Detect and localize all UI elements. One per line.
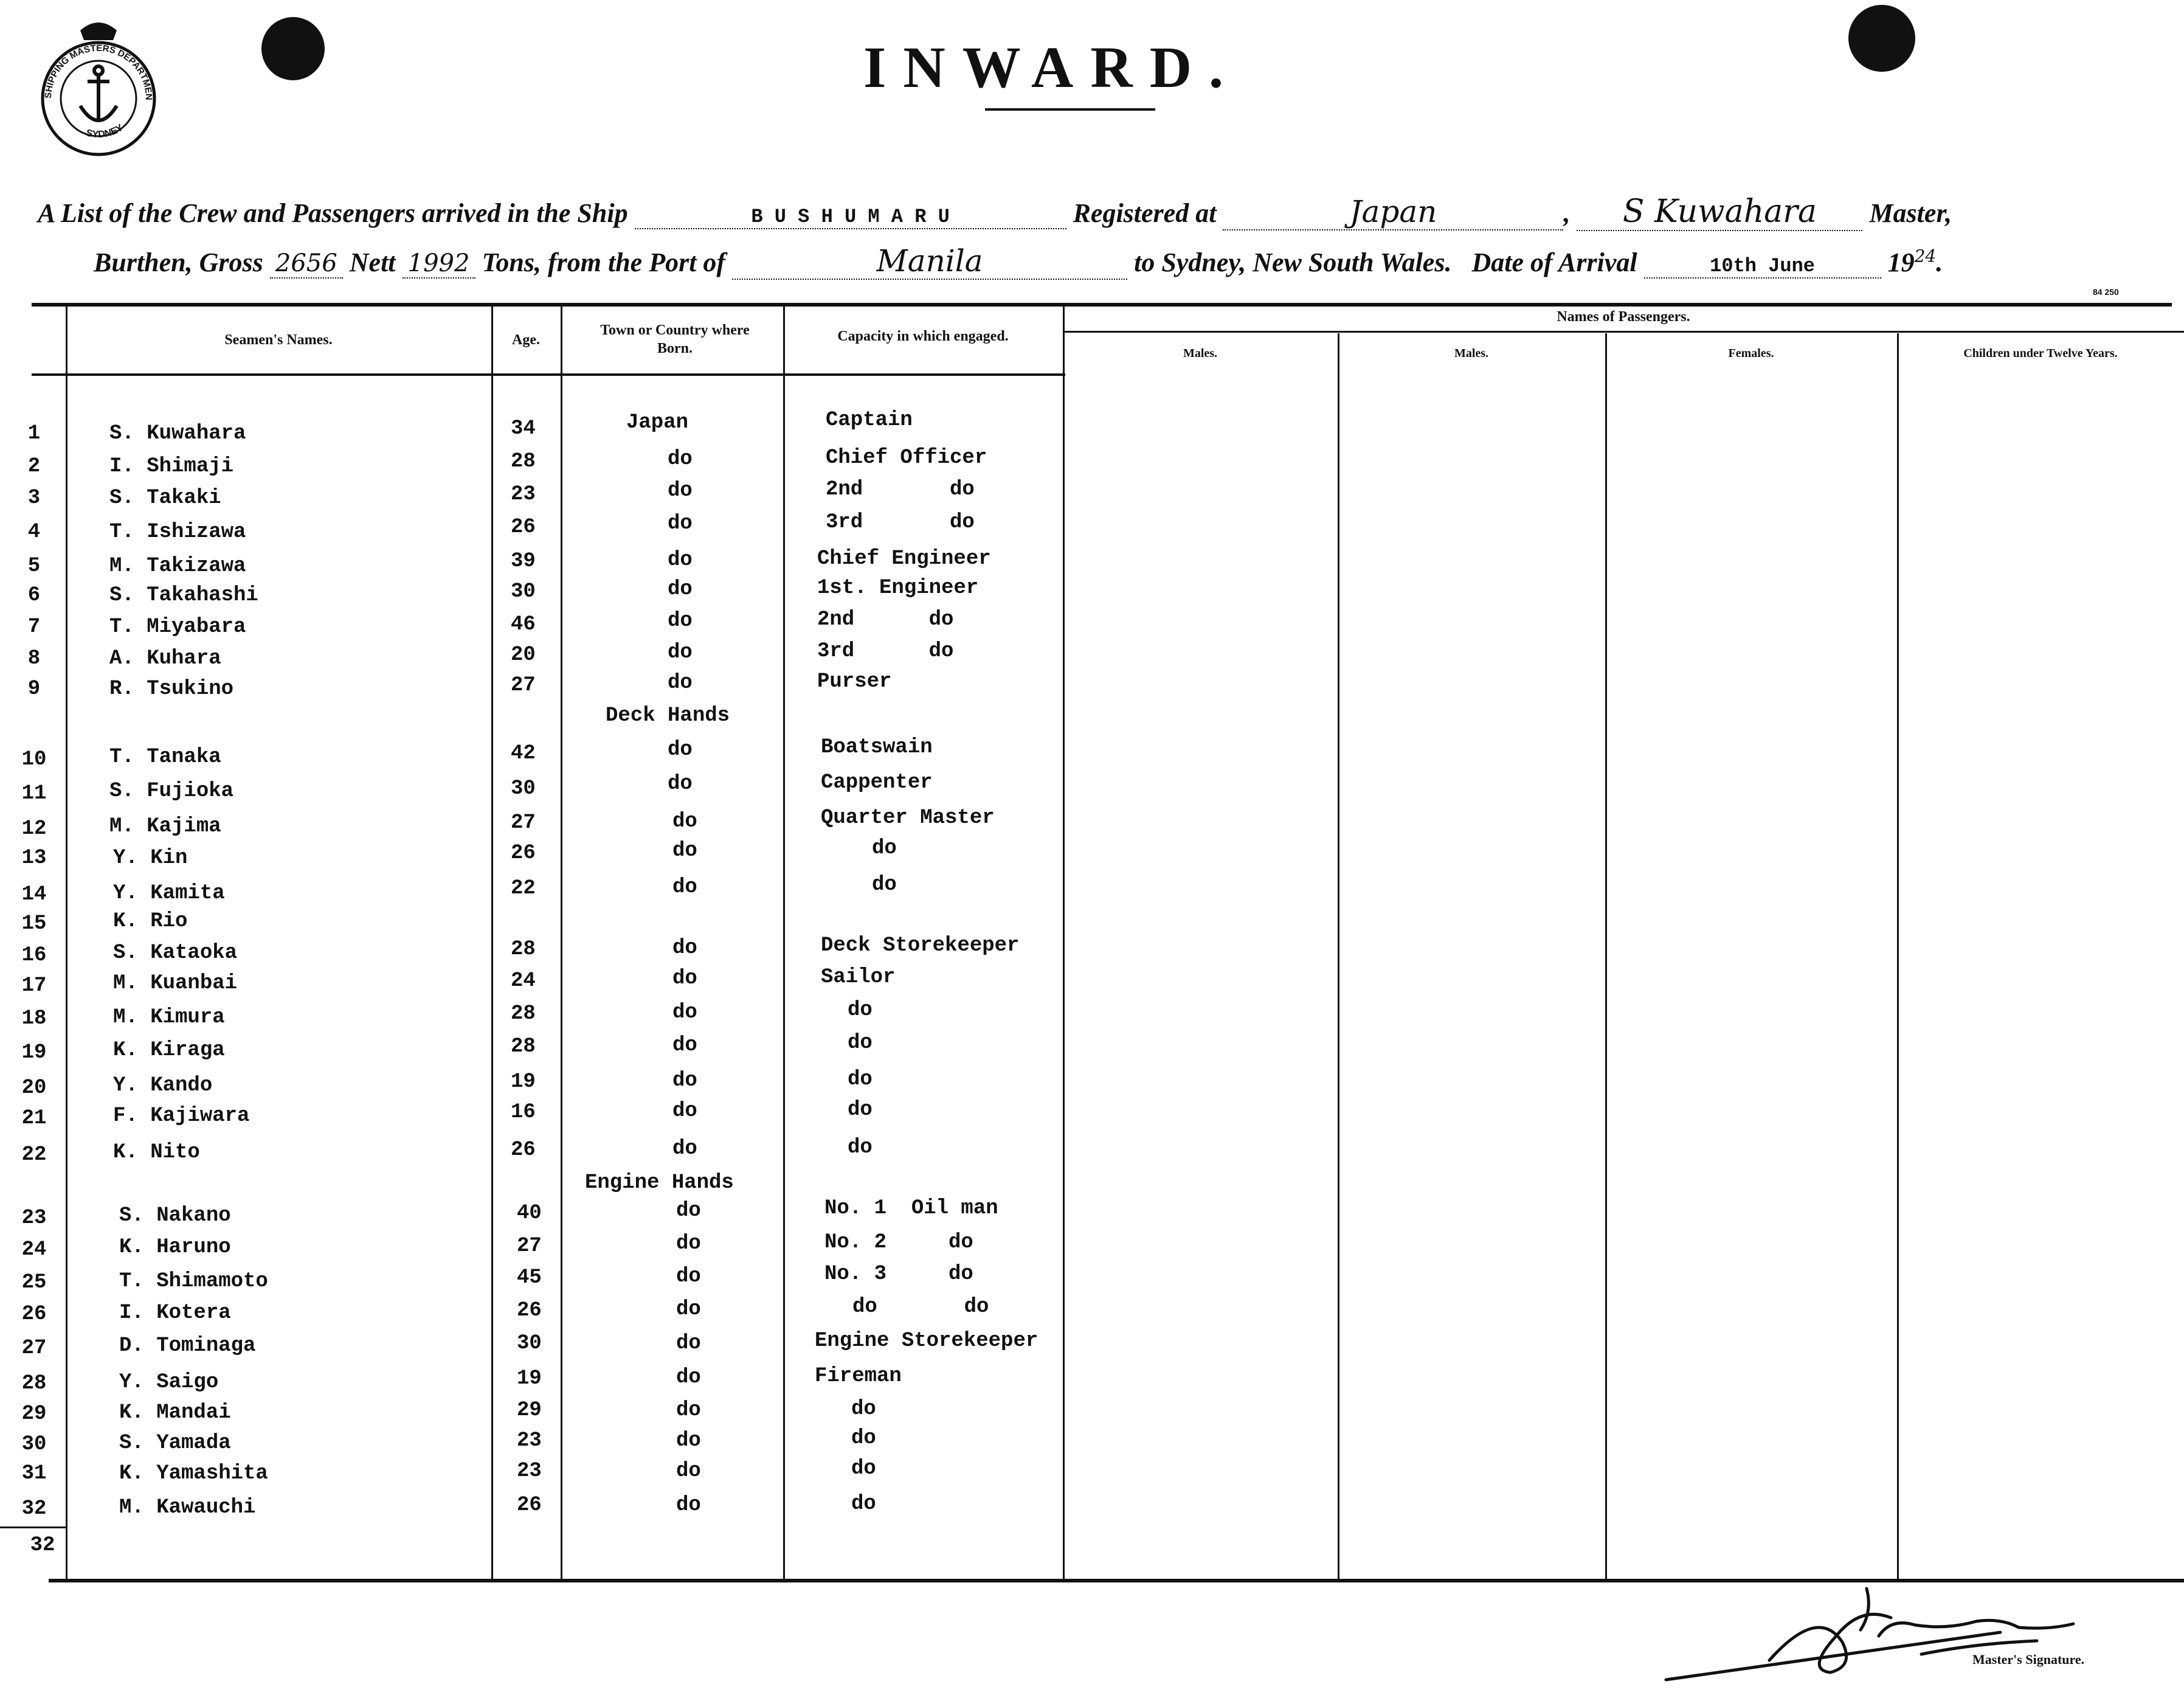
row-number: 14 [21,883,47,906]
seaman-age: 39 [511,550,536,573]
seaman-age: 28 [511,1002,536,1025]
col-rule-capacity [1063,307,1065,1579]
seaman-capacity: 3rd do [826,511,975,534]
seaman-birthplace: do [668,448,693,471]
col-rule-males2 [1605,333,1607,1579]
seaman-age: 28 [511,1035,536,1058]
row-number: 19 [21,1041,47,1064]
seaman-birthplace: do [668,671,693,695]
title-underline [985,108,1155,111]
seaman-name: M. Kimura [113,1006,225,1029]
seaman-capacity: Captain [826,409,913,432]
row-number: 9 [27,677,41,701]
row-number: 4 [27,521,41,544]
seaman-capacity: Deck Storekeeper [821,934,1020,957]
row-number: 30 [21,1433,47,1456]
col-rule-males1 [1338,333,1339,1579]
seaman-name: Y. Saigo [119,1371,219,1394]
section-label-deck-hands: Deck Hands [606,704,730,727]
col-header-born: Town or Country where Born. [600,322,750,356]
seaman-birthplace: do [668,549,693,572]
row-number: 10 [21,748,47,771]
seaman-age: 40 [517,1202,542,1225]
passenger-header-rule [1063,331,2184,333]
row-number: 8 [27,647,41,670]
seaman-capacity: do [848,1098,873,1121]
seaman-name: T. Miyabara [109,615,246,639]
row-number: 1 [27,422,41,445]
col-rule-name [491,307,493,1579]
seaman-name: A. Kuhara [109,647,221,670]
crew-total: 32 [30,1534,55,1557]
seaman-birthplace: do [676,1460,701,1483]
seaman-age: 23 [517,1460,542,1483]
seaman-capacity: 1st. Engineer [817,577,979,600]
seaman-birthplace: do [676,1366,701,1389]
row-number: 16 [21,944,47,967]
seaman-birthplace: do [672,1100,697,1123]
seaman-age: 30 [511,777,536,800]
seaman-capacity: do [848,1031,873,1055]
seaman-birthplace: do [668,641,693,664]
table-top-rule [32,303,2172,307]
col-rule-numbers [66,307,67,1579]
seaman-capacity: do [851,1457,876,1480]
col-header-males-2: Males. [1454,347,1489,360]
master-label: Master, [1869,198,1952,228]
seaman-capacity: do [848,1068,873,1091]
seaman-birthplace: do [676,1199,701,1222]
seaman-birthplace: do [672,839,697,862]
port-of-departure-field: Manila [732,243,1127,280]
seaman-birthplace: do [668,578,693,601]
gross-tonnage-field: 2656 [270,249,343,279]
seaman-capacity: do [851,1492,876,1516]
seaman-age: 26 [511,516,536,539]
seaman-name: S. Nakano [119,1204,231,1227]
col-rule-age [561,307,562,1579]
col-header-capacity: Capacity in which engaged. [837,328,1009,344]
row-number: 22 [21,1143,47,1166]
master-signature-label: Master's Signature. [1972,1652,2085,1667]
registered-port-field: Japan [1223,194,1563,230]
seaman-capacity: do [872,873,897,896]
row-number: 20 [21,1076,47,1100]
seaman-name: K. Haruno [119,1236,231,1259]
binding-hole-left [261,17,325,80]
row-number: 11 [21,782,47,805]
seaman-age: 28 [511,938,536,961]
seaman-birthplace: do [668,772,693,795]
seaman-age: 42 [511,742,536,765]
col-header-children: Children under Twelve Years. [1963,347,2118,360]
seaman-birthplace: do [676,1429,701,1452]
row-number: 2 [27,455,41,478]
seaman-name: K. Yamashita [119,1462,268,1485]
year-suffix: 24 [1914,246,1937,266]
seaman-age: 26 [517,1494,542,1517]
svg-text:SHIPPING MASTERS DEPARTMENT: SHIPPING MASTERS DEPARTMEN [43,43,154,101]
seaman-name: Y. Kin [113,847,188,870]
seaman-birthplace: do [668,609,693,632]
seaman-capacity: Chief Engineer [817,547,991,570]
col-rule-females [1897,333,1899,1579]
seaman-capacity: Fireman [815,1365,902,1388]
seaman-birthplace: do [672,1034,697,1057]
seaman-name: M. Takizawa [109,555,246,578]
seaman-age: 22 [511,877,536,900]
seaman-name: D. Tominaga [119,1334,256,1357]
col-header-males-1: Males. [1183,347,1218,360]
col-header-females: Females. [1728,347,1774,360]
total-rule [0,1526,67,1528]
svg-text:SYDNEY: SYDNEY [85,122,125,140]
tons-port-label: Tons, from the Port of [482,248,726,277]
destination-label: to Sydney, New South Wales. [1134,248,1452,277]
seaman-capacity: 2nd do [826,478,975,501]
seaman-name: S. Takaki [109,487,221,510]
master-name-field: S Kuwahara [1577,193,1862,231]
row-number: 29 [21,1402,47,1426]
seaman-birthplace: do [676,1265,701,1288]
row-number: 32 [21,1497,47,1520]
seaman-capacity: do [872,837,897,860]
seaman-age: 27 [511,674,536,697]
seaman-capacity: 3rd do [817,640,954,663]
row-number: 31 [21,1462,47,1485]
seaman-capacity: do [848,1136,873,1159]
seaman-capacity: Quarter Master [821,806,995,830]
row-number: 17 [21,974,47,997]
seaman-birthplace: do [676,1298,701,1321]
seaman-name: M. Kajima [109,815,221,838]
seaman-capacity: Engine Storekeeper [815,1329,1038,1353]
arrival-label: Date of Arrival [1471,248,1637,277]
seaman-age: 27 [517,1235,542,1258]
seaman-name: M. Kawauchi [119,1496,256,1519]
row-number: 27 [21,1337,47,1360]
header-line-ship: A List of the Crew and Passengers arrived in the Ship B U S H U M A R U Registered at Japan , S Kuwahara Master, [38,193,1952,230]
seaman-capacity: No. 3 do [824,1263,973,1286]
seaman-birthplace: do [672,1137,697,1160]
binding-hole-right [1848,5,1915,72]
col-header-passengers: Names of Passengers. [1557,309,1690,325]
seaman-birthplace: do [668,512,693,535]
row-number: 24 [21,1238,47,1261]
row-number: 21 [21,1107,47,1130]
seaman-age: 28 [511,450,536,473]
col-header-age: Age. [512,332,540,348]
seaman-age: 26 [511,1138,536,1162]
seaman-capacity: No. 1 Oil man [824,1197,998,1220]
seaman-capacity: Cappenter [821,771,933,794]
seaman-name: K. Kiraga [113,1039,225,1062]
seaman-birthplace: do [672,876,697,899]
col-header-name: Seamen's Names. [224,332,333,348]
row-number: 28 [21,1372,47,1395]
seaman-name: T. Ishizawa [109,521,246,544]
burthen-label: Burthen, Gross [94,248,263,277]
section-label-engine-hands: Engine Hands [585,1171,734,1194]
seaman-age: 19 [517,1367,542,1390]
seaman-name: K. Rio [113,910,188,933]
seaman-name: Y. Kando [113,1074,213,1097]
seaman-age: 23 [511,483,536,506]
seaman-name: S. Kuwahara [109,422,246,445]
seaman-age: 46 [511,613,536,636]
seaman-birthplace: do [676,1232,701,1255]
seaman-age: 30 [511,580,536,603]
ship-prefix-label: A List of the Crew and Passengers arrived in the Ship [38,198,628,228]
row-number: 12 [21,817,47,840]
seaman-age: 26 [517,1299,542,1322]
seaman-age: 29 [517,1399,542,1422]
seaman-birthplace: do [672,1001,697,1024]
seaman-birthplace: do [672,937,697,960]
seaman-name: I. Kotera [119,1301,231,1325]
seaman-capacity: 2nd do [817,608,954,631]
seaman-name: S. Takahashi [109,584,258,607]
seaman-birthplace: Japan [626,411,689,434]
seaman-name: K. Nito [113,1141,200,1164]
seaman-name: T. Shimamoto [119,1270,268,1293]
year-prefix: 19 [1887,248,1915,277]
col-rule-born [783,307,785,1579]
seaman-birthplace: do [672,967,697,990]
department-stamp [38,13,159,158]
seaman-birthplace: do [668,479,693,502]
seaman-age: 16 [511,1101,536,1124]
registered-label: Registered at [1073,198,1217,228]
seaman-name: M. Kuanbai [113,972,238,995]
seaman-name: S. Yamada [119,1432,231,1455]
seaman-capacity: Chief Officer [826,446,987,470]
seaman-birthplace: do [676,1399,701,1422]
row-number: 26 [21,1303,47,1326]
row-number: 15 [21,912,47,935]
form-code: 84 250 [2093,287,2119,297]
nett-tonnage-field: 1992 [403,249,475,279]
seaman-capacity: do [848,999,873,1022]
seaman-birthplace: do [676,1332,701,1355]
arrival-date-field: 10th June [1644,255,1881,279]
row-number: 6 [27,584,41,607]
seaman-age: 26 [511,842,536,865]
seaman-birthplace: do [672,810,697,833]
table-header-rule [32,373,1065,376]
nett-label: Nett [349,248,396,277]
seaman-capacity: do do [852,1295,989,1319]
seaman-age: 24 [511,969,536,993]
seaman-birthplace: do [668,738,693,761]
row-number: 18 [21,1007,47,1030]
seaman-name: T. Tanaka [109,746,221,769]
seaman-capacity: do [851,1427,876,1450]
seaman-name: S. Fujioka [109,780,234,803]
seaman-age: 20 [511,643,536,667]
row-number: 7 [27,615,41,639]
seaman-age: 23 [517,1429,542,1452]
row-number: 23 [21,1207,47,1230]
seaman-age: 27 [511,811,536,834]
seaman-age: 34 [511,417,536,440]
seaman-name: S. Kataoka [113,941,238,965]
seaman-capacity: do [851,1398,876,1421]
row-number: 13 [21,847,47,870]
seaman-capacity: Purser [817,670,892,693]
ship-name-field: B U S H U M A R U [635,206,1066,229]
seaman-name: R. Tsukino [109,677,234,701]
seaman-name: K. Mandai [119,1401,231,1424]
seaman-birthplace: do [676,1494,701,1517]
seaman-age: 19 [511,1070,536,1093]
seaman-name: Y. Kamita [113,882,225,905]
row-number: 5 [27,555,41,578]
seaman-age: 45 [517,1266,542,1289]
seaman-name: F. Kajiwara [113,1104,250,1128]
seaman-age: 30 [517,1332,542,1355]
seaman-capacity: Sailor [821,966,896,989]
seaman-name: I. Shimaji [109,455,234,478]
header-line-burthen: Burthen, Gross 2656 Nett 1992 Tons, from the Port of Manila to Sydney, New South Wales. Date of Arrival 10th June $19^{24}$. [94,243,1943,279]
form-title: INWARD. [863,35,1241,100]
seaman-capacity: Boatswain [821,736,933,759]
row-number: 3 [27,487,41,510]
seaman-birthplace: do [672,1069,697,1092]
seaman-capacity: No. 2 do [824,1231,973,1254]
row-number: 25 [21,1271,47,1294]
